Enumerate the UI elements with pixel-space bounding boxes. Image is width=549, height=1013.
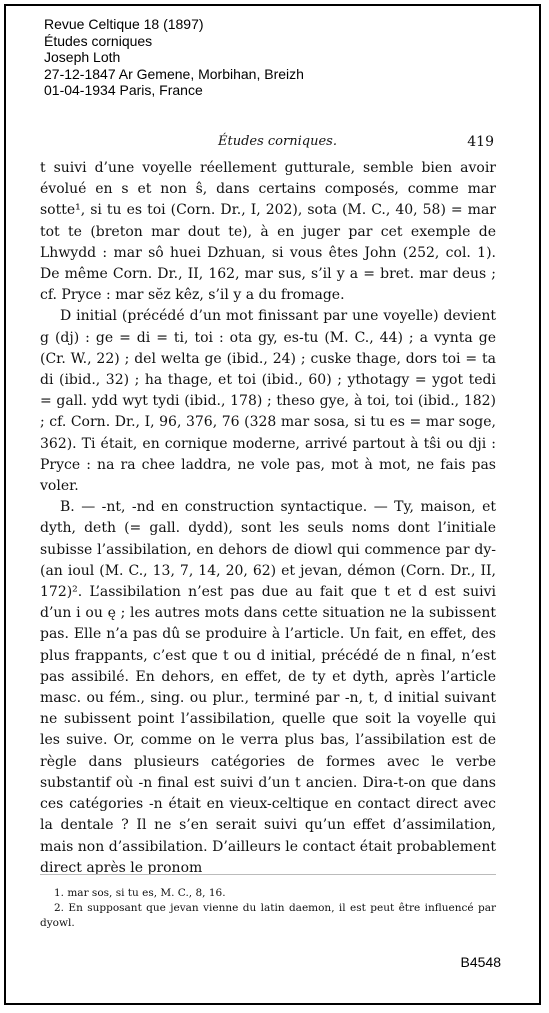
paragraph: t suivi d’une voyelle réellement gutturale, semble bien avoir évolué en s et non ŝ, dans certains composés, comme mar sotte¹, si tu es toi (Corn. Dr., I, 202), sota (M. C., 40, 58) = mar tot te (breton mar dout te), à en juger par cet exemple de Lhwydd : mar sô huei Dzhuan, si vous êtes John (252, col. 1). De même Corn. Dr., II, 162, mar sus, s’il y a = bret. mar deus ; cf. Pryce : mar sĕz kêz, s’il y a du fromage. (40, 160, 496, 304)
header-line-title: Études corniques (44, 32, 153, 49)
footnote: 2. En supposant que jevan vienne du latin daemon, il est peut être influencé par dyowl. (40, 902, 496, 929)
page-frame (4, 4, 541, 1005)
footnote-divider (40, 874, 496, 875)
header-line-death: 01-04-1934 Paris, France (44, 82, 203, 98)
header-line-birth: 27-12-1847 Ar Gemene, Morbihan, Breizh (44, 65, 304, 82)
paragraph: D initial (précédé d’un mot finissant par une voyelle) devient g (dj) : ge = di = ti, toi : ota gy, es-tu (M. C., 44) ; a vynta ge (Cr. W., 22) ; del welta ge (ibid., 24) ; cuske thage, dors toi = ta di (ibid., 32) ; ha thage, et toi (ibid., 60) ; ythotagy = ygot tedi = gall. ydd wyt tydi (ibid., 178) ; theso gye, à toi, toi (ibid., 182) ; cf. Corn. Dr., I, 96, 376, 76 (328 mar sosa, si tu es = mar soge, 362). Ti était, en cornique moderne, arrivé partout à tŝi ou dji : Pryce : na ra chee laddra, ne vole pas, mot à mot, ne fais pas voler. (40, 308, 496, 495)
header-line-journal: Revue Celtique 18 (1897) (44, 16, 204, 32)
footnotes (40, 886, 496, 931)
paragraph: B. — -nt, -nd en construction syntactique. — Ty, maison, et dyth, deth (= gall. dydd), sont les seuls noms dont l’initiale subisse l’assibilation, en dehors de diowl qui commence par dy- (an ioul (M. C., 13, 7, 14, 20, 62) et jevan, démon (Corn. Dr., II, 172)². L’assibilation n’est pas due au fait que t et d est suivi d’un i ou ę ; les autres mots dans cette situation ne la subissent pas. Elle n’a pas dû se produire à l’article. Un fait, en effet, des plus frappants, c’est que t ou d initial, précédé de n final, n’est pas assibilé. En dehors, en effet, de ty et dyth, après l’article masc. ou fém., sing. ou plur., terminé par -n, t, d initial suivant ne subissent point l’assibilation, quelle que soit la voyelle qui les suive. Or, comme on le verra plus bas, l’assibilation est de règle dans plusieurs catégories de formes avec le verbe substantif où -n final est suivi d’un t ancien. Dira-t-on que dans ces catégories -n était en vieux-celtique en contact direct avec la dentale ? Il ne s’en serait suivi qu’un effet d’assimilation, mais non d’assibilation. D’ailleurs le contact était probablement direct après le pronom (40, 499, 496, 876)
catalog-id: B4548 (460, 954, 501, 970)
document-header (44, 16, 304, 99)
body-text (40, 158, 496, 879)
footnote: 1. mar sos, si tu es, M. C., 8, 16. (54, 887, 226, 899)
page-number: 419 (467, 134, 494, 150)
header-line-author: Joseph Loth (44, 49, 121, 65)
running-title: Études corniques. (218, 134, 337, 149)
